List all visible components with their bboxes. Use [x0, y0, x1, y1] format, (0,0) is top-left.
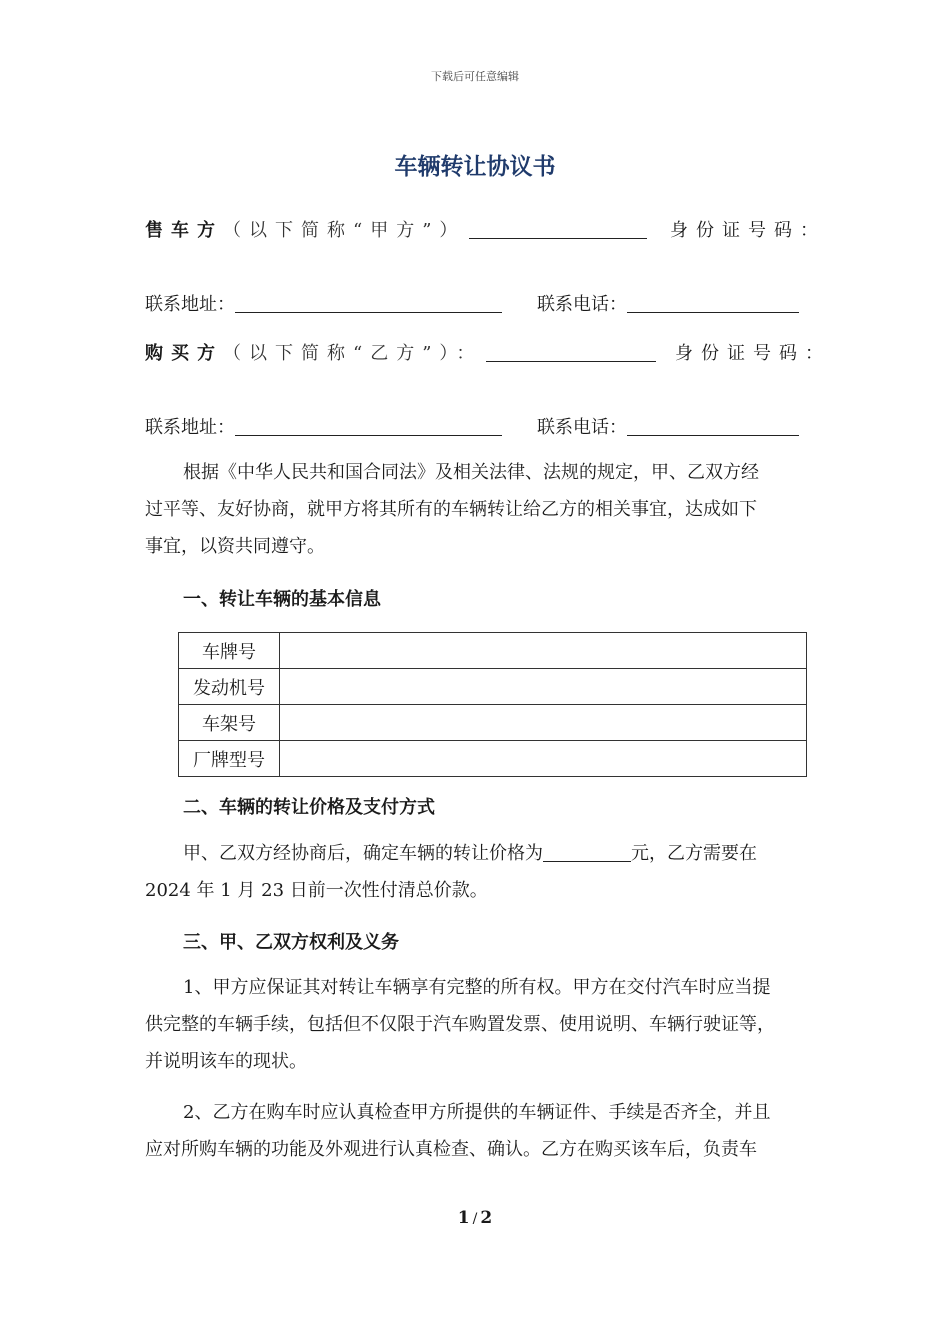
buyer-phone-blank[interactable]: [627, 417, 799, 436]
obligation-paragraph-2: [145, 1094, 810, 1168]
page-separator: /: [472, 1211, 478, 1227]
vehicle-info-table: [178, 632, 807, 777]
seller-address-label: 联系地址：: [145, 294, 235, 315]
price-text-a: 甲、乙双方经协商后，确定车辆的转让价格为: [183, 843, 543, 864]
buyer-phone-label: 联系电话：: [537, 417, 627, 438]
document-title: 车辆转让协议书: [394, 153, 556, 180]
intro-paragraph: [145, 454, 810, 565]
seller-hint: （以下简称“甲方”）: [223, 220, 466, 241]
table-row: [179, 741, 807, 777]
price-line-2: 2024 年 1 月 23 日前一次性付清总价款。: [145, 880, 488, 901]
price-text-b: 元，乙方需要在: [631, 843, 757, 864]
price-blank[interactable]: [543, 843, 631, 862]
frame-number-label: 车架号: [179, 705, 280, 741]
plate-number-value[interactable]: [280, 633, 807, 669]
engine-number-value[interactable]: [280, 669, 807, 705]
table-row: [179, 633, 807, 669]
buyer-hint: （以下简称“乙方”）：: [223, 343, 483, 364]
intro-line-3: 事宜，以资共同遵守。: [145, 536, 325, 557]
obligation1-line-3: 并说明该车的现状。: [145, 1051, 307, 1072]
seller-phone-blank[interactable]: [627, 294, 799, 313]
seller-address-blank[interactable]: [235, 294, 502, 313]
frame-number-value[interactable]: [280, 705, 807, 741]
total-pages: 2: [480, 1208, 493, 1228]
seller-address-row: [145, 290, 502, 316]
seller-label: 售车方: [145, 220, 223, 241]
buyer-id-label: 身份证号码：: [675, 343, 831, 364]
intro-line-2: 过平等、友好协商，就甲方将其所有的车辆转让给乙方的相关事宜，达成如下: [145, 499, 757, 520]
buyer-line: [145, 339, 656, 365]
buyer-address-row: [145, 413, 502, 439]
seller-phone-row: [537, 290, 799, 316]
buyer-label: 购买方: [145, 343, 223, 364]
obligation1-line-2: 供完整的车辆手续，包括但不仅限于汽车购置发票、使用说明、车辆行驶证等，: [145, 1014, 775, 1035]
buyer-phone-row: [537, 413, 799, 439]
obligation2-line-1: 2、乙方在购车时应认真检查甲方所提供的车辆证件、手续是否齐全，并且: [183, 1102, 771, 1123]
obligation-paragraph-1: [145, 969, 810, 1080]
brand-model-value[interactable]: [280, 741, 807, 777]
page-number: [0, 1208, 950, 1228]
brand-model-label: 厂牌型号: [179, 741, 280, 777]
buyer-address-label: 联系地址：: [145, 417, 235, 438]
obligation2-line-2: 应对所购车辆的功能及外观进行认真检查、确认。乙方在购买该车后，负责车: [145, 1139, 757, 1160]
current-page: 1: [457, 1208, 470, 1228]
plate-number-label: 车牌号: [179, 633, 280, 669]
section3-heading: 三、甲、乙双方权利及义务: [183, 932, 399, 953]
table-row: [179, 669, 807, 705]
seller-line: [145, 216, 647, 242]
table-row: [179, 705, 807, 741]
buyer-name-blank[interactable]: [486, 343, 656, 362]
seller-name-blank[interactable]: [469, 220, 647, 239]
price-paragraph: [145, 835, 810, 909]
seller-id-label: 身份证号码：: [670, 220, 826, 241]
engine-number-label: 发动机号: [179, 669, 280, 705]
buyer-address-blank[interactable]: [235, 417, 502, 436]
section2-heading: 二、车辆的转让价格及支付方式: [183, 797, 435, 818]
intro-line-1: 根据《中华人民共和国合同法》及相关法律、法规的规定，甲、乙双方经: [183, 462, 759, 483]
seller-phone-label: 联系电话：: [537, 294, 627, 315]
page-header-note: 下载后可任意编辑: [431, 70, 519, 83]
section1-heading: 一、转让车辆的基本信息: [183, 589, 381, 610]
obligation1-line-1: 1、甲方应保证其对转让车辆享有完整的所有权。甲方在交付汽车时应当提: [183, 977, 771, 998]
